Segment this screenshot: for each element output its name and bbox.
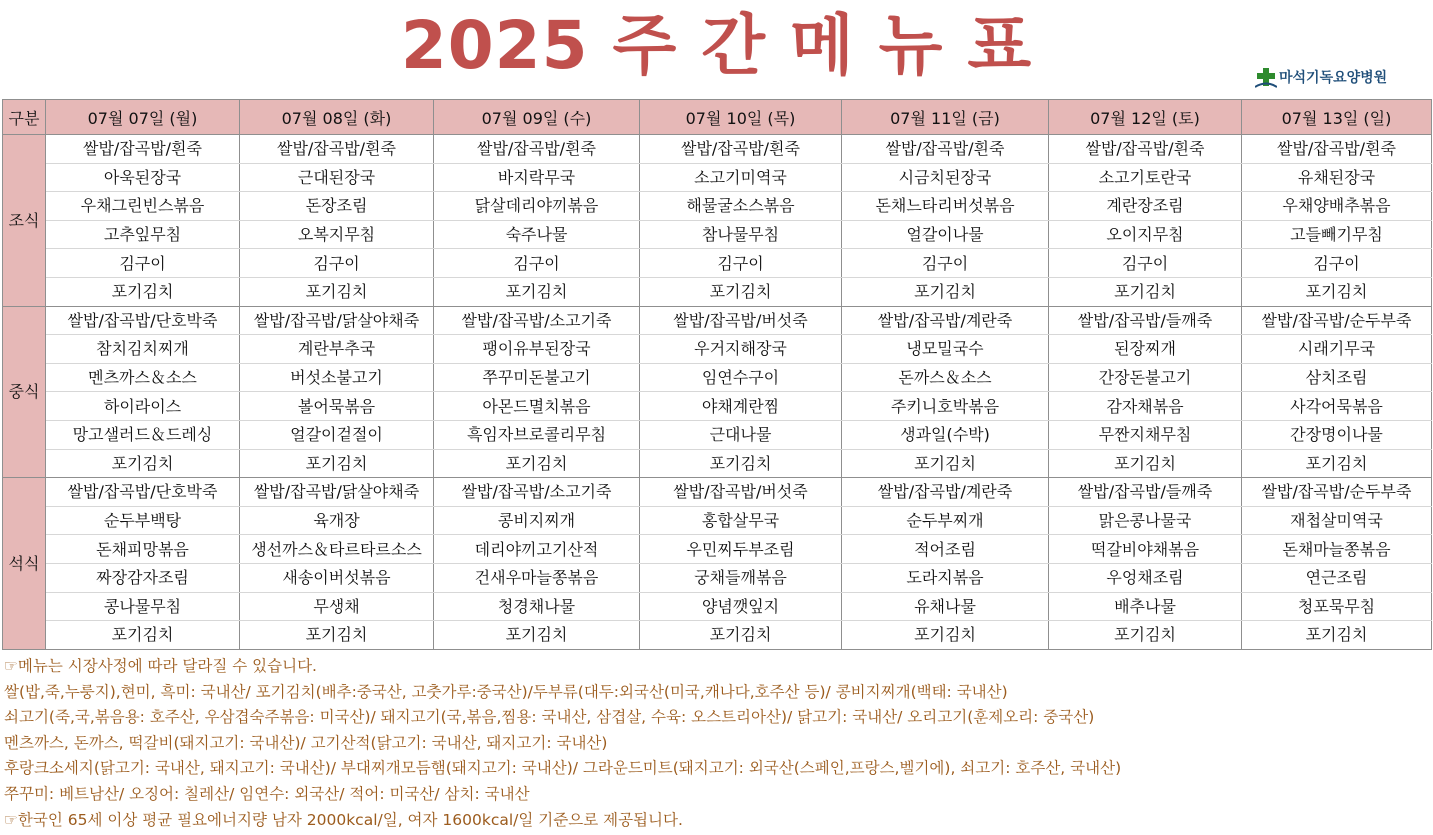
day-header: 07월 12일 (토) [1049,100,1242,135]
menu-item: 우채양배추볶음 [1242,192,1432,221]
menu-item: 냉모밀국수 [842,335,1049,364]
menu-item: 포기김치 [1242,449,1432,478]
note-line: 멘츠까스, 돈까스, 떡갈비(돼지고기: 국내산)/ 고기산적(닭고기: 국내산, 돼지고기: 국내산) [4,733,608,752]
menu-item: 소고기토란국 [1049,163,1242,192]
menu-item: 포기김치 [842,277,1049,306]
menu-item: 계란부추국 [240,335,434,364]
meal-label: 중식 [3,306,46,478]
menu-item: 적어조림 [842,535,1049,564]
menu-item: 콩비지찌개 [434,506,640,535]
menu-item: 김구이 [842,249,1049,278]
menu-item: 닭살데리야끼볶음 [434,192,640,221]
menu-item: 포기김치 [240,277,434,306]
menu-item: 쌀밥/잡곡밥/흰죽 [46,135,240,164]
menu-item: 쌀밥/잡곡밥/순두부죽 [1242,478,1432,507]
menu-item: 포기김치 [640,621,842,650]
menu-item: 쌀밥/잡곡밥/버섯죽 [640,306,842,335]
menu-item: 육개장 [240,506,434,535]
menu-item: 김구이 [46,249,240,278]
menu-item: 건새우마늘쫑볶음 [434,563,640,592]
menu-item: 김구이 [434,249,640,278]
menu-item: 짜장감자조림 [46,563,240,592]
menu-item: 하이라이스 [46,392,240,421]
menu-item: 우거지해장국 [640,335,842,364]
menu-item: 쌀밥/잡곡밥/흰죽 [1242,135,1432,164]
menu-item: 김구이 [1049,249,1242,278]
menu-item: 쌀밥/잡곡밥/닭살야채죽 [240,478,434,507]
menu-row [3,277,1432,306]
note-line: 쌀(밥,죽,누룽지),현미, 흑미: 국내산/ 포기김치(배추:중국산, 고춧가루:중국산)/두부류(대두:외국산(미국,캐나다,호주산 등)/ 콩비지찌개(백태: 국내산) [4,682,1008,701]
menu-row [3,449,1432,478]
menu-item: 쌀밥/잡곡밥/흰죽 [240,135,434,164]
menu-item: 무생채 [240,592,434,621]
menu-row [3,249,1432,278]
menu-item: 아몬드멸치볶음 [434,392,640,421]
menu-row [3,506,1432,535]
day-header: 07월 07일 (월) [46,100,240,135]
menu-item: 청경채나물 [434,592,640,621]
menu-item: 포기김치 [46,449,240,478]
menu-row [3,392,1432,421]
menu-item: 포기김치 [46,621,240,650]
menu-item: 김구이 [240,249,434,278]
menu-item: 참치김치찌개 [46,335,240,364]
page-title: 2025 주 간 메 뉴 표 [400,7,1033,84]
menu-item: 숙주나물 [434,220,640,249]
menu-item: 쌀밥/잡곡밥/순두부죽 [1242,306,1432,335]
menu-item: 포기김치 [434,449,640,478]
menu-item: 콩나물무침 [46,592,240,621]
menu-item: 볼어묵볶음 [240,392,434,421]
menu-item: 포기김치 [434,621,640,650]
menu-item: 쌀밥/잡곡밥/계란죽 [842,306,1049,335]
menu-item: 쌀밥/잡곡밥/소고기죽 [434,478,640,507]
note-line: 후랑크소세지(닭고기: 국내산, 돼지고기: 국내산)/ 부대찌개모듬햄(돼지고기: 국내산)/ 그라운드미트(돼지고기: 외국산(스페인,프랑스,벨기에), 쇠고기: 호주산, 국내산) [4,759,1122,778]
menu-item: 팽이유부된장국 [434,335,640,364]
menu-item: 궁채들깨볶음 [640,563,842,592]
menu-row [3,220,1432,249]
menu-item: 버섯소불고기 [240,363,434,392]
menu-item: 시래기무국 [1242,335,1432,364]
menu-item: 포기김치 [640,449,842,478]
menu-item: 무짠지채무침 [1049,420,1242,449]
menu-item: 돈장조림 [240,192,434,221]
menu-item: 쭈꾸미돈불고기 [434,363,640,392]
menu-item: 포기김치 [1049,449,1242,478]
menu-item: 쌀밥/잡곡밥/들깨죽 [1049,306,1242,335]
menu-row [3,363,1432,392]
menu-item: 망고샐러드＆드레싱 [46,420,240,449]
menu-item: 순두부백탕 [46,506,240,535]
menu-item: 쌀밥/잡곡밥/버섯죽 [640,478,842,507]
menu-item: 김구이 [640,249,842,278]
menu-item: 간장돈불고기 [1049,363,1242,392]
menu-row [3,420,1432,449]
menu-item: 쌀밥/잡곡밥/들깨죽 [1049,478,1242,507]
menu-item: 포기김치 [240,621,434,650]
menu-item: 야채계란찜 [640,392,842,421]
corner-header: 구분 [3,100,46,135]
day-header: 07월 13일 (일) [1242,100,1432,135]
menu-item: 계란장조림 [1049,192,1242,221]
menu-item: 양념깻잎지 [640,592,842,621]
menu-item: 김구이 [1242,249,1432,278]
menu-item: 포기김치 [434,277,640,306]
menu-item: 돈까스＆소스 [842,363,1049,392]
menu-item: 포기김치 [1242,277,1432,306]
menu-item: 삼치조림 [1242,363,1432,392]
menu-item: 쌀밥/잡곡밥/단호박죽 [46,306,240,335]
menu-item: 유채나물 [842,592,1049,621]
menu-item: 떡갈비야채볶음 [1049,535,1242,564]
menu-item: 오이지무침 [1049,220,1242,249]
weekly-menu-table [2,99,1432,650]
menu-item: 임연수구이 [640,363,842,392]
menu-row [3,478,1432,507]
day-header: 07월 11일 (금) [842,100,1049,135]
menu-row [3,621,1432,650]
menu-item: 우엉채조림 [1049,563,1242,592]
menu-item: 포기김치 [842,449,1049,478]
logo-text: 마석기독요양병원 [1279,70,1388,86]
menu-item: 홍합살무국 [640,506,842,535]
header-row [3,100,1432,135]
day-header: 07월 10일 (목) [640,100,842,135]
cross-icon [1255,66,1277,88]
day-header: 07월 09일 (수) [434,100,640,135]
note-line: 쭈꾸미: 베트남산/ 오징어: 칠레산/ 임연수: 외국산/ 적어: 미국산/ 삼치: 국내산 [4,784,530,803]
menu-item: 아욱된장국 [46,163,240,192]
menu-item: 우채그린빈스볶음 [46,192,240,221]
menu-item: 시금치된장국 [842,163,1049,192]
meal-label: 조식 [3,135,46,307]
day-header: 07월 08일 (화) [240,100,434,135]
menu-item: 생과일(수박) [842,420,1049,449]
menu-item: 포기김치 [640,277,842,306]
menu-item: 쌀밥/잡곡밥/흰죽 [434,135,640,164]
menu-item: 얼갈이나물 [842,220,1049,249]
menu-item: 고들빼기무침 [1242,220,1432,249]
menu-item: 해물굴소스볶음 [640,192,842,221]
menu-item: 근대된장국 [240,163,434,192]
menu-item: 흑임자브로콜리무침 [434,420,640,449]
menu-item: 오복지무침 [240,220,434,249]
menu-item: 쌀밥/잡곡밥/소고기죽 [434,306,640,335]
menu-item: 쌀밥/잡곡밥/흰죽 [1049,135,1242,164]
menu-item: 쌀밥/잡곡밥/계란죽 [842,478,1049,507]
menu-item: 주키니호박볶음 [842,392,1049,421]
menu-item: 포기김치 [1049,277,1242,306]
menu-item: 참나물무침 [640,220,842,249]
menu-item: 새송이버섯볶음 [240,563,434,592]
menu-item: 고추잎무침 [46,220,240,249]
menu-item: 사각어묵볶음 [1242,392,1432,421]
menu-item: 포기김치 [240,449,434,478]
menu-item: 얼갈이겉절이 [240,420,434,449]
menu-item: 생선까스＆타르타르소스 [240,535,434,564]
menu-item: 감자채볶음 [1049,392,1242,421]
menu-row [3,306,1432,335]
menu-item: 재첩살미역국 [1242,506,1432,535]
menu-item: 근대나물 [640,420,842,449]
notes-section [4,654,1429,833]
menu-item: 쌀밥/잡곡밥/닭살야채죽 [240,306,434,335]
menu-item: 포기김치 [1049,621,1242,650]
menu-item: 바지락무국 [434,163,640,192]
menu-item: 쌀밥/잡곡밥/단호박죽 [46,478,240,507]
menu-item: 돈채느타리버섯볶음 [842,192,1049,221]
menu-item: 맑은콩나물국 [1049,506,1242,535]
menu-item: 돈채마늘쫑볶음 [1242,535,1432,564]
menu-item: 순두부찌개 [842,506,1049,535]
menu-item: 배추나물 [1049,592,1242,621]
menu-item: 쌀밥/잡곡밥/흰죽 [842,135,1049,164]
note-line: ☞한국인 65세 이상 평균 필요에너지량 남자 2000kcal/일, 여자 1600kcal/일 기준으로 제공됩니다. [4,810,683,829]
menu-body [3,135,1432,650]
menu-item: 포기김치 [842,621,1049,650]
menu-item: 유채된장국 [1242,163,1432,192]
menu-item: 돈채피망볶음 [46,535,240,564]
menu-row [3,592,1432,621]
menu-row [3,135,1432,164]
menu-item: 된장찌개 [1049,335,1242,364]
meal-label: 석식 [3,478,46,650]
menu-item: 멘츠까스＆소스 [46,363,240,392]
menu-item: 간장명이나물 [1242,420,1432,449]
menu-item: 도라지볶음 [842,563,1049,592]
menu-row [3,192,1432,221]
note-line: ☞메뉴는 시장사정에 따라 달라질 수 있습니다. [4,657,317,675]
menu-item: 소고기미역국 [640,163,842,192]
menu-item: 포기김치 [1242,621,1432,650]
menu-item: 쌀밥/잡곡밥/흰죽 [640,135,842,164]
menu-item: 연근조림 [1242,563,1432,592]
menu-item: 우민찌두부조림 [640,535,842,564]
menu-item: 청포묵무침 [1242,592,1432,621]
menu-item: 데리야끼고기산적 [434,535,640,564]
menu-row [3,335,1432,364]
menu-row [3,163,1432,192]
menu-row [3,535,1432,564]
hospital-logo [1255,64,1387,90]
note-line: 쇠고기(죽,국,볶음용: 호주산, 우삼겹숙주볶음: 미국산)/ 돼지고기(국,볶음,찜용: 국내산, 삼겹살, 수육: 오스트리아산)/ 닭고기: 국내산/ 오리고기(훈제오리: 중국산) [4,708,1095,727]
menu-row [3,563,1432,592]
menu-item: 포기김치 [46,277,240,306]
